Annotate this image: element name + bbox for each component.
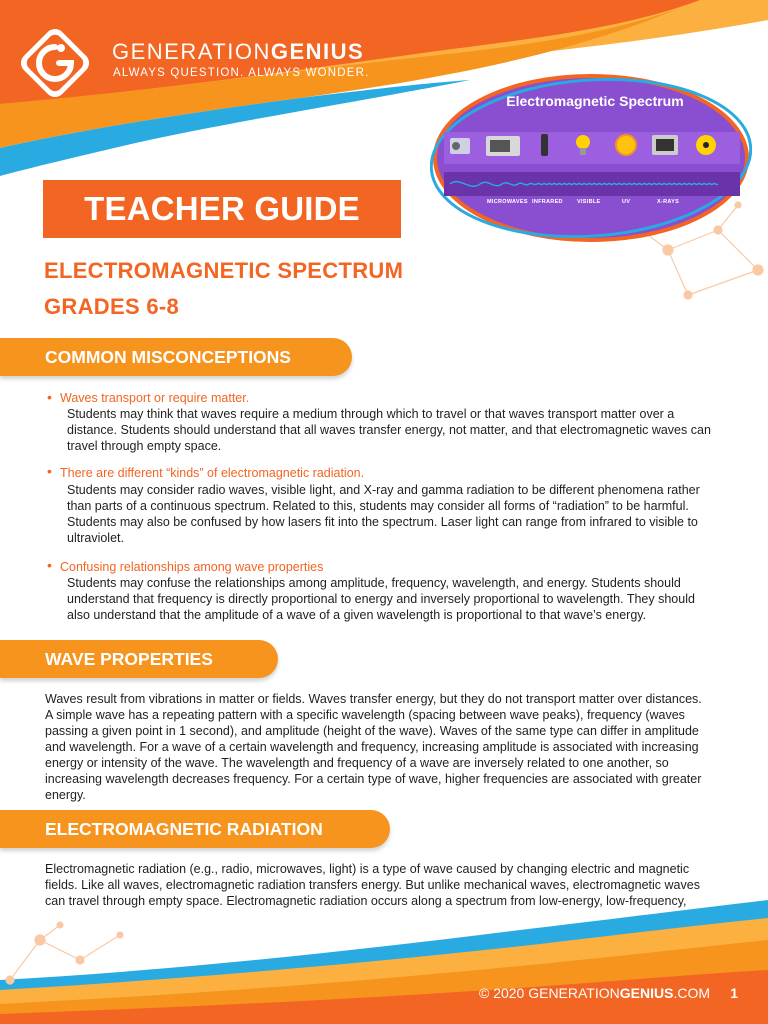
spectrum-label: UV: [622, 199, 631, 205]
spectrum-illustration-title: Electromagnetic Spectrum: [506, 93, 684, 109]
bullet-icon: •: [47, 557, 52, 573]
spectrum-label: MICROWAVES: [487, 199, 528, 205]
page-number: 1: [730, 985, 738, 1001]
sun-icon: [616, 135, 636, 155]
em-radiation-text: Electromagnetic radiation (e.g., radio, microwaves, light) is a type of wave caused by changing electric and magnetic fields. Like all waves, electromagnetic radiation transfers energy. But unlike mechanical waves, electromagnetic waves can travel through empty space. Electromagnetic radiation occurs along a spectrum from low-energy, low-frequency,: [45, 862, 700, 908]
footer-copyright: © 2020 GENERATIONGENIUS.COM: [478, 985, 710, 1001]
misconception-title: Waves transport or require matter.: [60, 391, 250, 405]
molecule-decoration: [0, 920, 150, 1010]
misconception-text: Students may confuse the relationships among amplitude, frequency, wavelength, and energy. Students should understand that frequency is directly proportional to energy and inversely proportional to wavelength. They should also understand that the amplitude of a wave of a given wavelength is proportional to that wave’s energy.: [67, 576, 695, 622]
brand-tagline: ALWAYS QUESTION. ALWAYS WONDER.: [113, 67, 370, 79]
wave-properties-text: Waves result from vibrations in matter or fields. Waves transfer energy, but they do not transport matter over distances. A simple wave has a repeating pattern with a specific wavelength (spacing between wave peaks), frequency (waves passing a given point in 1 second), and amplitude (height of the wave). Waves of the same type can differ in amplitude and wavelength. For a wave of a certain wavelength and frequency, increasing amplitude is associated with increasing energy or intensity of the wave. The wavelength and frequency of a wave are inversely related to one another, so increasing wavelength decreases frequency. For a certain type of wave, higher frequencies are associated with greater energy.: [45, 692, 702, 802]
bullet-icon: •: [47, 463, 52, 479]
brand-name: GENERATIONGENIUS: [112, 39, 365, 64]
generation-genius-logo: [14, 22, 96, 104]
section-title: ELECTROMAGNETIC RADIATION: [45, 819, 323, 839]
radio-icon: [450, 138, 470, 154]
misconception-text: Students may consider radio waves, visible light, and X-ray and gamma radiation to be different phenomena rather than parts of a continuous spectrum. Related to this, students may consider all forms of “radiation” to be harmful. Students may also be confused by how lasers fit into the spectrum. Laser light can range from infrared to visible to ultraviolet.: [67, 483, 700, 545]
microwave-icon: [486, 136, 520, 156]
misconception-title: There are different “kinds” of electromagnetic radiation.: [60, 466, 365, 480]
teacher-guide-title: TEACHER GUIDE: [84, 190, 360, 227]
spectrum-label: VISIBLE: [577, 199, 601, 205]
spectrum-label: X-RAYS: [657, 199, 680, 205]
grade-level: GRADES 6-8: [44, 294, 180, 319]
section-title: COMMON MISCONCEPTIONS: [45, 347, 291, 367]
remote-icon: [541, 134, 548, 156]
radiation-icon: [696, 135, 716, 155]
bullet-icon: •: [47, 389, 52, 405]
document-title: ELECTROMAGNETIC SPECTRUM: [44, 258, 404, 283]
section-title: WAVE PROPERTIES: [45, 649, 213, 669]
xray-icon: [652, 135, 678, 155]
misconception-text: Students may think that waves require a medium through which to travel or that waves transport matter over a distance. Students should understand that all waves transfer energy, not matter, and that electromagnetic waves can travel through empty space.: [67, 407, 711, 453]
misconception-title: Confusing relationships among wave properties: [60, 560, 324, 574]
spectrum-label: INFRARED: [532, 199, 563, 205]
